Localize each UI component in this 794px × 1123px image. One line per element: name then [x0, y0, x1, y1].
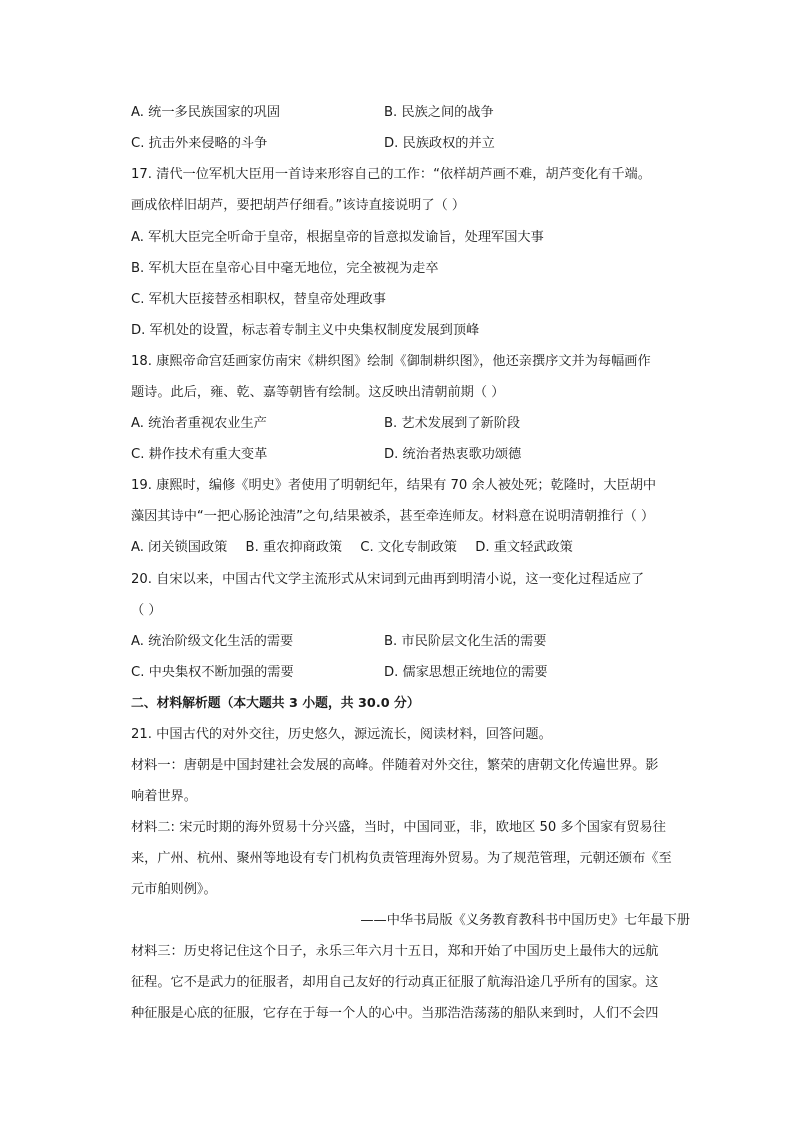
q19-option-c: C. 文化专制政策: [360, 540, 457, 555]
q21-material1-line1: 材料一：唐朝是中国封建社会发展的高峰。伴随着对外交往，繁荣的唐朝文化传遍世界。影: [131, 758, 659, 773]
section-heading: 二、材料解析题（本大题共 3 小题，共 30.0 分）: [131, 696, 420, 711]
q20-stem-line1: 20. 自宋以来，中国古代文学主流形式从宋词到元曲再到明清小说，这一变化过程适应了: [131, 572, 645, 587]
q21-material2-source: ——中华书局版《义务教育教科书中国历史》七年最下册: [360, 913, 690, 928]
q18-stem-line2: 题诗。此后，雍、乾、嘉等朝皆有绘制。这反映出清朝前期（ ）: [131, 385, 505, 400]
q18-option-d: D. 统治者热衷歌功颂德: [384, 447, 522, 462]
q21-material1-line2: 响着世界。: [131, 789, 197, 804]
q17-option-b: B. 军机大臣在皇帝心目中毫无地位，完全被视为走卒: [131, 261, 439, 276]
q21-material2-line3: 元市舶则例》。: [131, 882, 217, 897]
q17-option-a: A. 军机大臣完全听命于皇帝，根据皇帝的旨意拟发谕旨，处理军国大事: [131, 230, 544, 245]
q21-material3-line3: 种征服是心底的征服，它存在于每一个人的心中。当那浩浩荡荡的船队来到时，人们不会四: [131, 1006, 659, 1021]
q18-option-b: B. 艺术发展到了新阶段: [384, 416, 521, 431]
q20-option-c: C. 中央集权不断加强的需要: [131, 665, 294, 680]
q17-option-c: C. 军机大臣接替丞相职权，替皇帝处理政事: [131, 292, 386, 307]
q20-option-a: A. 统治阶级文化生活的需要: [131, 634, 294, 649]
q21-material2-line1: 材料二: 宋元时期的海外贸易十分兴盛，当时，中国同亚，非，欧地区 50 多个国家有贸易往: [131, 820, 666, 835]
q21-material2-line2: 来，广州、杭州、聚州等地设有专门机构负责管理海外贸易。为了规范管理，元朝还颁布《至: [131, 851, 672, 866]
q19-stem-line2: 藻因其诗中“一把心肠论浊清”之句,结果被杀，甚至牵连师友。材料意在说明清朝推行（ ）: [131, 509, 655, 524]
q19-option-d: D. 重文轻武政策: [475, 540, 573, 555]
q17-option-d: D. 军机处的设置，标志着专制主义中央集权制度发展到顶峰: [131, 323, 480, 338]
q18-option-a: A. 统治者重视农业生产: [131, 416, 267, 431]
q19-option-a: A. 闭关锁国政策: [131, 540, 228, 555]
q21-stem: 21. 中国古代的对外交往，历史悠久，源远流长，阅读材料，回答问题。: [131, 727, 552, 742]
q16-option-d: D. 民族政权的并立: [384, 136, 495, 151]
q18-option-c: C. 耕作技术有重大变革: [131, 447, 268, 462]
q20-option-d: D. 儒家思想正统地位的需要: [384, 665, 548, 680]
q20-option-b: B. 市民阶层文化生活的需要: [384, 634, 547, 649]
q19-stem-line1: 19. 康熙时，编修《明史》者使用了明朝纪年，结果有 70 余人被处死；乾隆时，大臣胡中: [131, 478, 657, 493]
q16-option-c: C. 抗击外来侵略的斗争: [131, 136, 268, 151]
q16-option-b: B. 民族之间的战争: [384, 105, 494, 120]
q21-material3-line2: 征程。它不是武力的征服者，却用自己友好的行动真正征服了航海沿途几乎所有的国家。这: [131, 975, 659, 990]
q19-option-b: B. 重农抑商政策: [245, 540, 343, 555]
q19-options-row: [131, 538, 587, 558]
q16-option-a: A. 统一多民族国家的巩固: [131, 105, 281, 120]
q20-stem-line2: （ ）: [131, 603, 162, 618]
q18-stem-line1: 18. 康熙帝命宫廷画家仿南宋《耕织图》绘制《御制耕织图》，他还亲撰序文并为每幅画作: [131, 354, 651, 369]
q17-stem-line2: 画成依样旧胡芦，要把胡芦仔细看。”该诗直接说明了（ ）: [131, 198, 466, 213]
q21-material3-line1: 材料三：历史将记住这个日子，永乐三年六月十五日，郑和开始了中国历史上最伟大的远航: [131, 944, 659, 959]
q17-stem-line1: 17. 清代一位军机大臣用一首诗来形容自己的工作：“依样胡芦画不难，胡芦变化有千端。: [131, 167, 651, 182]
